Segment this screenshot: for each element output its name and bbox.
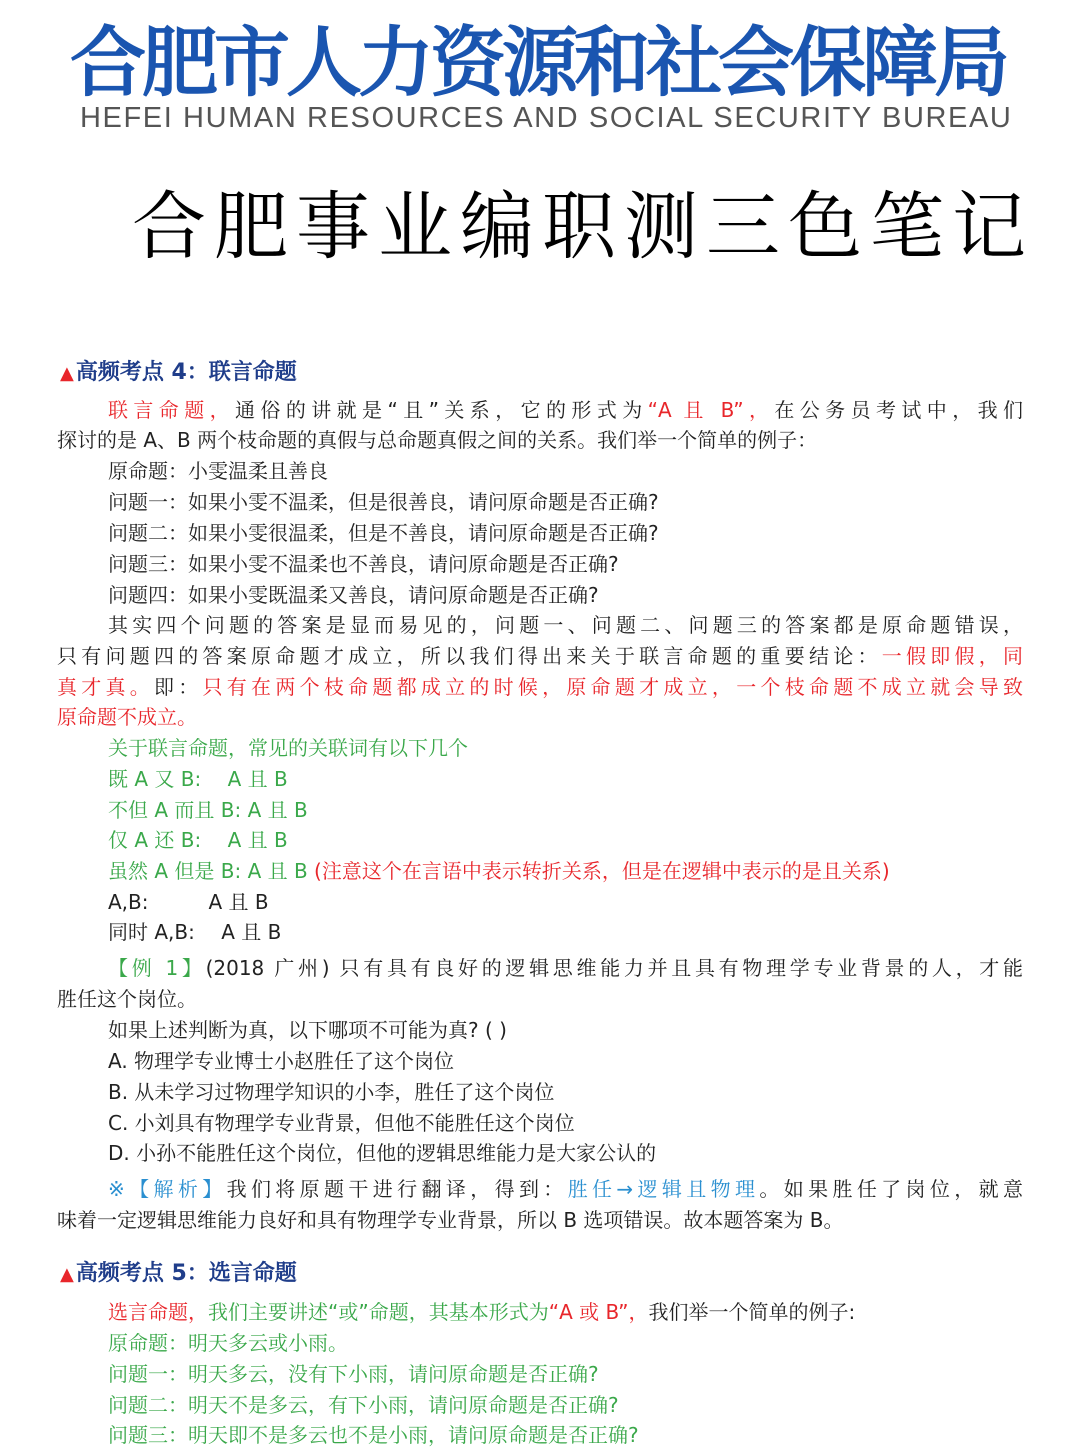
text-segment: 原命题：小雯温柔且善良 [108,459,328,483]
section-heading-5 [60,1256,297,1287]
text-segment: 我们举一个简单的例子: [648,1300,856,1324]
text-line [108,612,1023,638]
text-segment: 问题四：如果小雯既温柔又善良，请问原命题是否正确? [108,583,599,607]
text-line [108,1330,1023,1356]
text-line [57,1207,1023,1233]
text-segment: 。如果胜任了岗位，就意 [759,1177,1023,1201]
text-segment: 问题三：如果小雯不温柔也不善良，请问原命题是否正确? [108,552,619,576]
triangle-icon: ▲ [60,1264,74,1285]
text-line [57,427,1023,453]
text-line [108,858,1023,884]
text-segment: “A 或 B”， [548,1300,649,1324]
text-line [108,1110,1023,1136]
text-segment: 通俗的讲就是“且”关系，它的形式为 [235,398,648,422]
text-segment: “A 且 B”， [647,398,775,422]
text-segment: 虽然 A 但是 B: A 且 B [108,859,315,883]
text-segment: ※【解析】 [108,1177,227,1201]
text-segment: 我们主要讲述“或”命题，其基本形式为 [208,1300,549,1324]
text-segment: 既 A 又 B: A 且 B [108,767,288,791]
text-segment: (注意这个在言语中表示转折关系，但是在逻辑中表示的是且关系) [314,859,890,883]
text-segment: 不但 A 而且 B: A 且 B [108,798,308,822]
text-segment: 我们将原题干进行翻译，得到： [226,1177,568,1201]
text-line [108,797,1023,823]
text-segment: 同时 A,B: A 且 B [108,920,282,944]
text-line [108,827,1023,853]
text-segment: 真才真。 [57,675,155,699]
text-segment: 选言命题， [108,1300,208,1324]
text-line [108,1140,1023,1166]
page-title: 合肥事业编职测三色笔记 [132,184,1034,270]
heading-text: 高频考点 4：联言命题 [75,360,297,385]
text-line [108,889,1023,915]
text-line [57,643,1023,669]
text-line [108,582,1023,608]
text-segment: C. 小刘具有物理学专业背景，但他不能胜任这个岗位 [108,1111,575,1135]
text-segment: A. 物理学专业博士小赵胜任了这个岗位 [108,1049,455,1073]
bureau-logo-english: HEFEI HUMAN RESOURCES AND SOCIAL SECURITY BUREAU [80,102,1013,134]
text-line [108,397,1023,423]
text-segment: 在公务员考试中，我们 [774,398,1023,422]
text-segment: (2018 广州) 只有具有良好的逻辑思维能力并且具有物理学专业背景的人，才能 [205,956,1023,980]
bureau-logo-chinese: 合肥市人力资源和社会保障局 [70,18,1006,107]
text-segment: 只有在两个枝命题都成立的时候，原命题才成立，一个枝命题不成立就会导致 [202,675,1023,699]
text-line [108,1079,1023,1105]
section-heading-4 [60,355,297,386]
text-line [108,919,1023,945]
text-segment: 原命题：明天多云或小雨。 [108,1331,348,1355]
text-segment: A,B: A 且 B [108,890,269,914]
text-segment: 胜任→逻辑且物理 [567,1177,760,1201]
text-segment: 仅 A 还 B: A 且 B [108,828,288,852]
text-segment: 其实四个问题的答案是显而易见的，问题一、问题二、问题三的答案都是原命题错误， [108,613,1023,637]
text-segment: 联言命题， [108,398,236,422]
text-line [108,955,1023,981]
text-segment: 味着一定逻辑思维能力良好和具有物理学专业背景，所以 B 选项错误。故本题答案为 B。 [57,1208,844,1232]
text-line [57,674,1023,700]
text-segment: D. 小孙不能胜任这个岗位，但他的逻辑思维能力是大家公认的 [108,1141,657,1165]
text-segment: 问题一：如果小雯不温柔，但是很善良，请问原命题是否正确? [108,490,659,514]
text-line [108,1392,1023,1418]
text-segment: 问题二：如果小雯很温柔，但是不善良，请问原命题是否正确? [108,521,659,545]
text-segment: 【例 1】 [108,956,206,980]
text-line [108,1017,1023,1043]
text-segment: 问题三：明天即不是多云也不是小雨，请问原命题是否正确? [108,1423,639,1447]
text-segment: 关于联言命题，常见的关联词有以下几个 [108,736,468,760]
text-segment: 只有问题四的答案原命题才成立，所以我们得出来关于联言命题的重要结论： [57,644,882,668]
text-segment: 原命题不成立。 [57,705,197,729]
text-segment: 一假即假，同 [881,644,1023,668]
text-line [108,1361,1023,1387]
text-line [108,520,1023,546]
text-segment: 如果上述判断为真，以下哪项不可能为真? ( ) [108,1018,507,1042]
text-line [108,735,1023,761]
text-line [108,1176,1023,1202]
text-line [108,551,1023,577]
text-segment: 即： [154,675,203,699]
triangle-icon: ▲ [60,363,74,384]
text-segment: 问题一：明天多云，没有下小雨，请问原命题是否正确? [108,1362,599,1386]
text-line [57,986,1023,1012]
text-line [57,704,1023,730]
text-segment: 探讨的是 A、B 两个枝命题的真假与总命题真假之间的关系。我们举一个简单的例子： [57,428,818,452]
text-line [108,1422,1023,1448]
text-segment: 胜任这个岗位。 [57,987,197,1011]
text-line [108,1048,1023,1074]
heading-text: 高频考点 5：选言命题 [75,1261,297,1286]
text-line [108,766,1023,792]
text-line [108,1299,1023,1325]
text-line [108,489,1023,515]
text-segment: B. 从未学习过物理学知识的小李，胜任了这个岗位 [108,1080,555,1104]
text-line [108,458,1023,484]
text-segment: 问题二：明天不是多云，有下小雨，请问原命题是否正确? [108,1393,619,1417]
